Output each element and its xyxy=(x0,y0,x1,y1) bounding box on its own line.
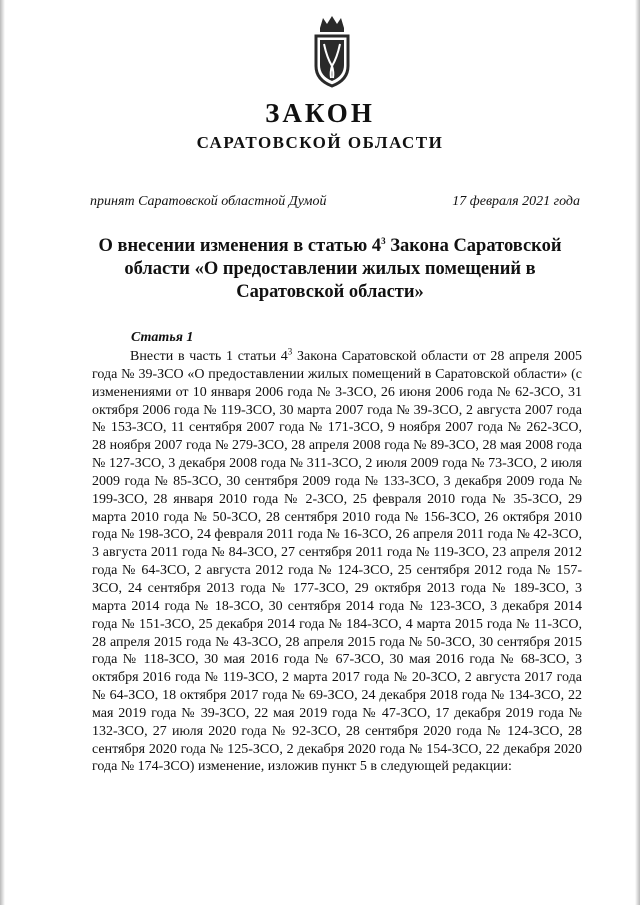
adoption-date: 17 февраля 2021 года xyxy=(452,194,580,209)
article-body-text: Внести в часть 1 статьи 4 xyxy=(130,349,288,364)
coat-of-arms-icon xyxy=(312,14,352,90)
law-heading-text-rest: Закона Саратовской области «О предоставлении жилых помещений в Саратовской области» xyxy=(124,236,562,302)
law-heading-text: О внесении изменения в статью 4 xyxy=(98,236,382,256)
document-subtitle: САРАТОВСКОЙ ОБЛАСТИ xyxy=(196,133,444,152)
article-body-superscript: 3 xyxy=(287,346,293,357)
article-heading: Статья 1 xyxy=(131,330,194,345)
article-body-text-rest: Закона Саратовской области от 28 апреля 2005 года № 39-ЗСО «О предоставлении жилых помещений в Саратовской области» (с изменениями от 10 января 2006 года № 3-ЗСО, 26 июня 2006 года № 62-ЗСО, 31 октября 2006 года № 119-ЗСО, 30 марта 2007 года № 39-ЗСО, 2 августа 2007 года № 153-ЗСО, 11 сентября 2007 года № 171-ЗСО, 9 ноября 2007 года № 262-ЗСО, 28 ноября 2007 года № 279-ЗСО, 28 апреля 2008 года № 89-ЗСО, 28 мая 2008 года № 127-ЗСО, 3 декабря 2008 года № 311-ЗСО, 2 июля 2009 года № 73-ЗСО, 2 июля 2009 года № 85-ЗСО, 30 сентября 2009 года № 133-ЗСО, 3 декабря 2009 года № 199-ЗСО, 28 января 2010 года № 2-ЗСО, 25 февраля 2010 года № 35-ЗСО, 29 марта 2010 года № 50-ЗСО, 28 сентября 2010 года № 156-ЗСО, 26 октября 2010 года № 198-ЗСО, 24 февраля 2011 года № 16-ЗСО, 26 апреля 2011 года № 42-ЗСО, 3 августа 2011 года № 84-ЗСО, 27 сентября 2011 года № 119-ЗСО, 23 апреля 2012 года № 64-ЗСО, 2 августа 2012 года № 124-ЗСО, 25 сентября 2012 года № 157-ЗСО, 24 сентября 2013 года № 177-ЗСО, 29 октября 2013 года № 189-ЗСО, 3 марта 2014 года № 18-ЗСО, 30 сентября 2014 года № 123-ЗСО, 3 декабря 2014 года № 151-ЗСО, 25 декабря 2014 года № 184-ЗСО, 4 марта 2015 года № 11-ЗСО, 28 апреля 2015 года № 43-ЗСО, 28 апреля 2015 года № 50-ЗСО, 30 сентября 2015 года № 118-ЗСО, 30 мая 2016 года № 67-ЗСО, 30 мая 2016 года № 68-ЗСО, 3 октября 2016 года № 119-ЗСО, 2 марта 2017 года № 20-ЗСО, 2 августа 2017 года № 64-ЗСО, 18 октября 2017 года № 69-ЗСО, 24 декабря 2018 года № 134-ЗСО, 22 мая 2019 года № 39-ЗСО, 22 мая 2019 года № 47-ЗСО, 17 декабря 2019 года № 132-ЗСО, 27 июля 2020 года № 92-ЗСО, 28 сентября 2020 года № 124-ЗСО, 28 сентября 2020 года № 125-ЗСО, 2 декабря 2020 года № 154-ЗСО, 22 декабря 2020 года № 174-ЗСО) изменение, изложив пункт 5 в следующей редакции: xyxy=(92,349,582,775)
law-heading xyxy=(70,235,590,304)
adopted-by: принят Саратовской областной Думой xyxy=(90,194,327,209)
law-heading-superscript: 3 xyxy=(381,235,386,246)
document-title: ЗАКОН xyxy=(265,98,375,128)
article-body xyxy=(92,348,582,776)
